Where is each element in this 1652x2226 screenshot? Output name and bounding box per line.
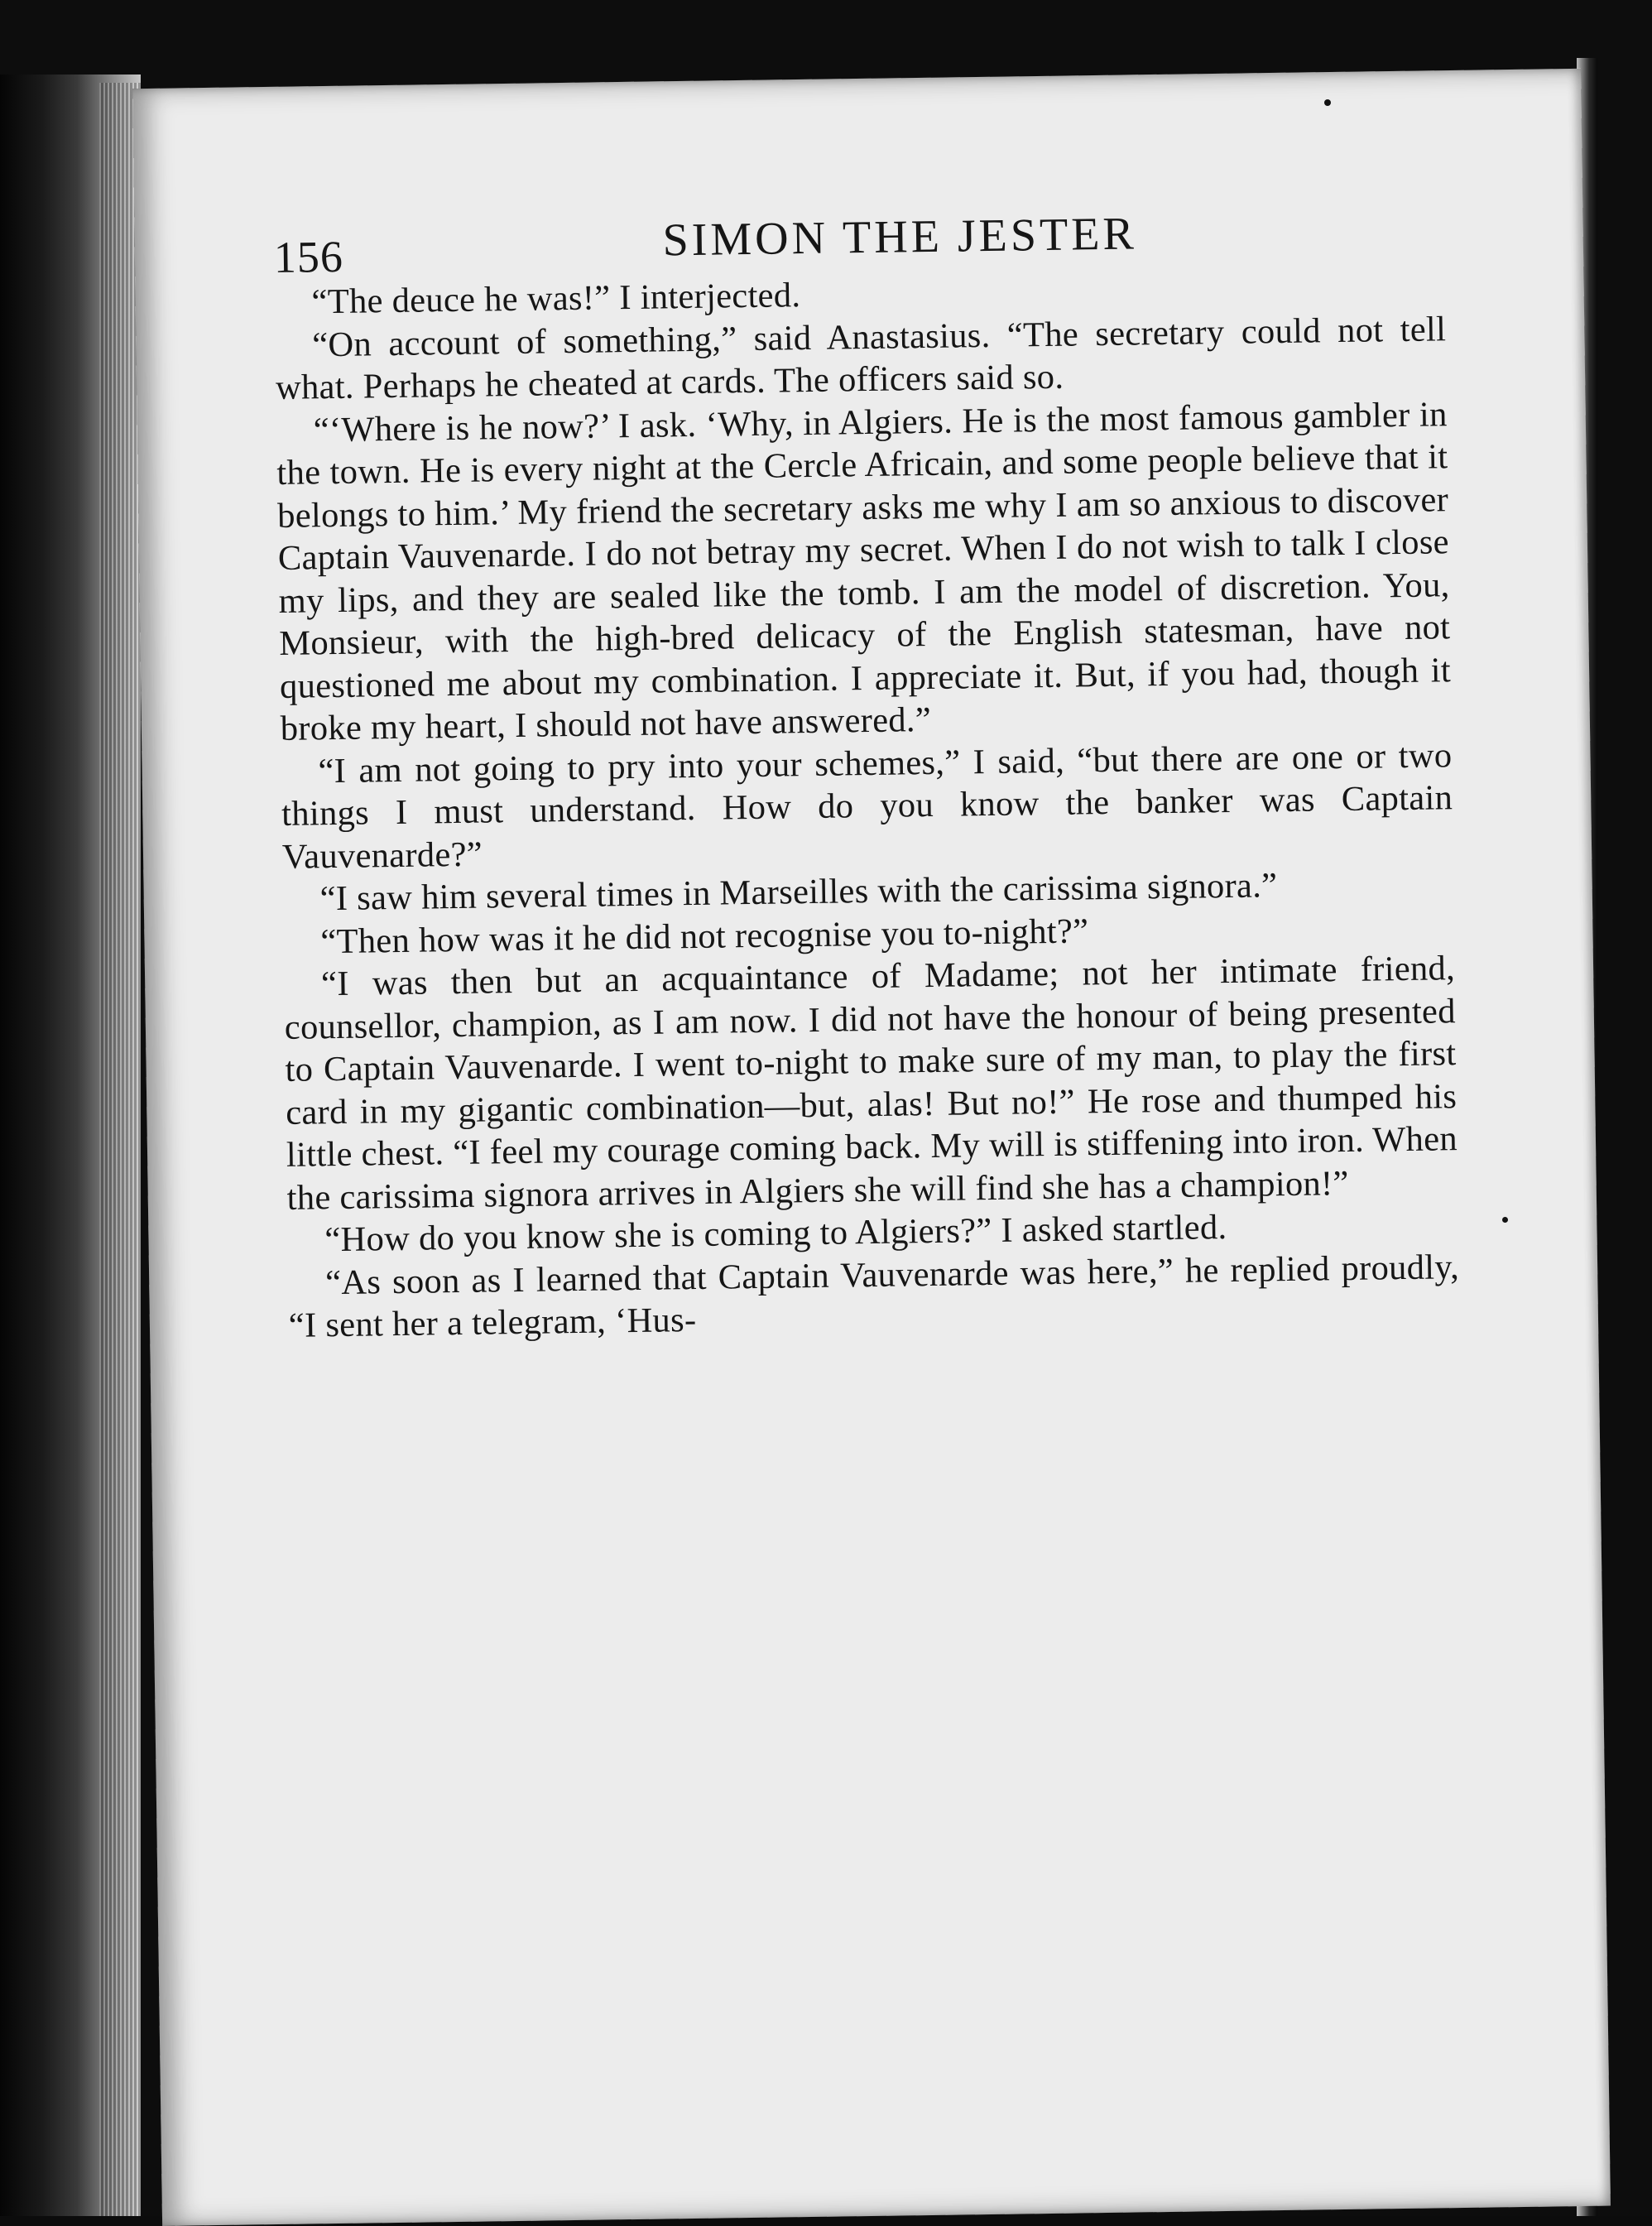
page-number: 156 (273, 231, 344, 282)
paragraph: “I saw him several times in Marseilles with the carissima signora.” (319, 866, 1278, 919)
paragraph: “I am not going to pry into your schemes,” I said, “but there are one or two things I must understand. How do you know the banker was Captain Vauvenarde?” (281, 735, 1453, 877)
paragraph: “On account of something,” said Anastasius. “The secretary could not tell what. Perhaps he cheated at cards. The officers said so. (275, 309, 1447, 407)
speck-mark (1324, 99, 1331, 106)
binding-edge-lines (99, 83, 141, 2216)
page-text-block (273, 190, 1460, 1347)
paragraph: “The deuce he was!” I interjected. (311, 276, 801, 322)
speck-mark (1502, 1217, 1508, 1223)
paragraph: “How do you know she is coming to Algiers?” I asked startled. (324, 1208, 1227, 1260)
book-title: SIMON THE JESTER (662, 208, 1138, 267)
paragraph: “I was then but an acquaintance of Madame; not her intimate friend, counsellor, champion, as I am now. I did not have the honour of being presented to Captain Vauvenarde. I went to-night to make sure of my man, to play the first card in my gigantic combination—but, alas! But no!” He rose and thumped his little chest. “I feel my courage coming back. My will is stiffening into iron. When the carissima signora arrives in Algiers she will find she has a champion!” (284, 949, 1458, 1218)
paragraph: “Then how was it he did not recognise you to-night?” (320, 911, 1089, 961)
paragraph: “‘Where is he now?’ I ask. ‘Why, in Algiers. He is the most famous gambler in the town. He is every night at the Cercle Africain, and some people believe that it belongs to him.’ My friend the secretary asks me why I am so anxious to discover Captain Vauvenarde. I do not betray my secret. When I do not wish to talk I close my lips, and they are sealed like the tomb. I am the model of discretion. You, Monsieur, with the high-bred delicacy of the English statesman, have not questioned me about my combination. I appreciate it. But, if you had, though it broke my heart, I should not have answered.” (276, 394, 1452, 748)
paragraph: “As soon as I learned that Captain Vauvenarde was here,” he replied proudly, “I sent her a telegram, ‘Hus- (288, 1247, 1460, 1345)
